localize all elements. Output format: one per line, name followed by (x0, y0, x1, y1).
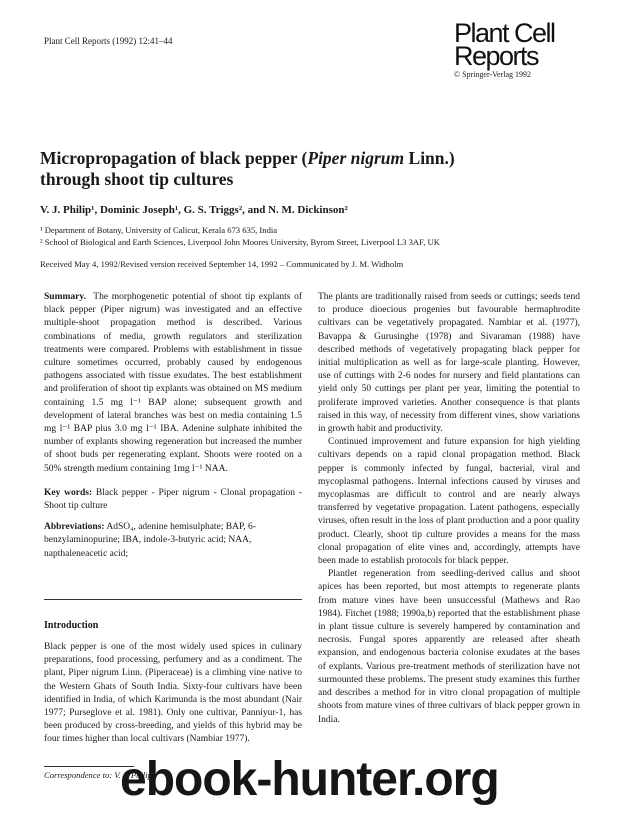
body-paragraph-3: Plantlet regeneration from seedling-derived callus and shoot apices has been reported, but most attempts to regenerate plants from mature vines have been unsuccessful (Mathews and Rao 1984). Fitchet (1988; 1990a,b) reported that the establishment phase in plant tissue culture is severely hampered by contamination and necrosis. Fungal spores apparently are released after sheath expansion, and endogenous bacteria colonise exudates at the bases of explants. Various pre-treatment methods of sterilization have not surmounted these problems. The present study examines this further and describes a method for in vitro clonal propagation of multiple shoots from mature vines of three cultivars of black pepper grown in India. (318, 569, 580, 725)
article-title (40, 148, 560, 190)
keywords-paragraph (44, 487, 302, 513)
body-paragraph-2: Continued improvement and future expansion for high yielding cultivars depends on a rapid clonal propagation method. Black pepper is commonly infected by fungal, bacterial, viral and mycoplasmal pathogens. Internal infections caused by viruses and mycoplasmas are difficult to control and are nearly always transferred by vegetative propagation. Latent pathogens, especially viruses, often result in the loss of plant production and a poor quality product. Clearly, shoot tip culture provides a means for the mass clonal propagation of elite vines and, accordingly, attempts have been made to establish protocols for black pepper. (318, 437, 580, 567)
journal-logo (454, 18, 584, 79)
summary-text: The morphogenetic potential of shoot tip explants of black pepper (Piper nigrum) was investigated and an effective multiple-shoot propagation method is described. Various combinations of media, growth regulators and sterilization treatments were compared. Problems with establishment in tissue culture sometimes occurred, probably caused by endogenous pathogens associated with tissue exudates. The best establishment and proliferation of shoot tip explants was obtained on MS medium containing 1.5 mg l⁻¹ BAP alone; subsequent growth and development of lateral branches was best on media containing 1.5 mg l⁻¹ BAP plus 3.0 mg l⁻¹ IBA. Adenine sulphate inhibited the number of explants showing regeneration but increased the number of shoot buds per regenerating explant. Shoots were rooted on a 50% strength medium containing 1mg l⁻¹ NAA. (44, 292, 303, 474)
keywords-label: Key words: (44, 487, 93, 498)
left-column (44, 291, 302, 561)
introduction-paragraph: Black pepper is one of the most widely used spices in culinary preparations, food processing, perfumery and as a condiment. The plant, Piper nigrum Linn. (Piperaceae) is a climbing vine native to the Western Ghats of South India. Sixty-four cultivars have been identified in India, of which Karimunda is the most abundant (Nair 1977; Purseglove et al. 1981). Only one cultivar, Panniyur-1, has been produced by cross-breeding, and yields of this hybrid may be four times higher than local cultivars (Nambiar 1977). (44, 642, 302, 745)
correspondence-note: Correspondence to: V. J. Philip (44, 770, 152, 780)
title-part-2: Linn.) (404, 148, 455, 168)
received-dates: Received May 4, 1992/Revised version received September 14, 1992 – Communicated by J. M. Widholm (40, 259, 404, 269)
summary-label: Summary. (44, 292, 86, 302)
abbreviations-paragraph (44, 521, 302, 561)
affiliation-1: ¹ Department of Botany, University of Calicut, Kerala 673 635, India (40, 225, 278, 235)
affiliation-2: ² School of Biological and Earth Sciences, Liverpool John Moores University, Byrom Street, Liverpool L3 3AF, UK (40, 237, 440, 247)
section-divider (44, 599, 302, 600)
body-paragraph-1: The plants are traditionally raised from seeds or cuttings; seeds tend to produce dioecious progenies but favourable hermaphrodite cultivars can be vegetatively propagated. Nambiar et al. (1977), Bavappa & Gurusinghe (1978) and Sivaraman (1988) have described methods of vegetatively propagating black pepper for initial multiplication as well as for large-scale planting. However, use of cuttings with 2-6 nodes for nursery and field plantations can yield only 50 cuttings per plant per year, limiting the potential to proliferate improved varieties. Another consequence is that plants raised in this way, of necessity from different vines, show variations in growth habit and productivity. (318, 292, 580, 435)
abbreviations-text: AdSO₄, adenine hemisulphate; BAP, 6-benzylaminopurine; IBA, indole-3-butyric acid; NAA, napthaleneacetic acid; (44, 522, 256, 559)
abbreviations-label: Abbreviations: (44, 522, 105, 533)
right-column (318, 291, 580, 727)
logo-line-1: Plant Cell (454, 18, 555, 48)
title-species: Piper nigrum (307, 148, 405, 168)
affiliations (40, 224, 600, 248)
title-line-2: through shoot tip cultures (40, 169, 234, 189)
copyright-notice: © Springer-Verlag 1992 (454, 70, 532, 79)
introduction-body (44, 641, 302, 747)
keywords-text: Black pepper - Piper nigrum - Clonal propagation - Shoot tip culture (44, 487, 302, 512)
author-list: V. J. Philip¹, Dominic Joseph¹, G. S. Triggs², and N. M. Dickinson² (40, 204, 348, 216)
introduction-heading: Introduction (44, 620, 99, 631)
journal-reference: Plant Cell Reports (1992) 12:41–44 (44, 36, 173, 46)
logo-line-2: Reports (454, 41, 539, 71)
watermark-text: ebook-hunter.org (120, 753, 499, 806)
title-part-1: Micropropagation of black pepper ( (40, 148, 308, 168)
summary-paragraph (44, 291, 302, 476)
